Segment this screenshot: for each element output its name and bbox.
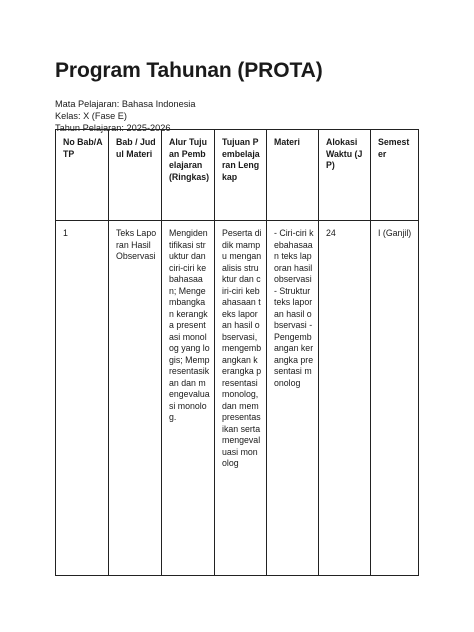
header-materi: Materi (267, 130, 319, 221)
header-tujuan-lengkap: Tujuan Pembelajaran Lengkap (215, 130, 267, 221)
subject-line: Mata Pelajaran: Bahasa Indonesia (55, 99, 196, 109)
header-bab-judul-materi: Bab / Judul Materi (109, 130, 162, 221)
document-title: Program Tahunan (PROTA) (55, 59, 323, 82)
cell-tujuan-lengkap: Peserta didik mampu menganalisis struktur dan ciri-ciri kebahasaan teks laporan hasil observasi, mengembangkan kerangka presentasi monolog, dan mempresentasikan serta mengevaluasi monolog (215, 221, 267, 576)
cell-alur-tujuan: Mengidentifikasi struktur dan ciri-ciri kebahasaan; Mengembangkan kerangka presentasi monolog yang logis; Mempresentasikan dan mengevaluasi monolog. (162, 221, 215, 576)
cell-alokasi-waktu: 24 (319, 221, 371, 576)
table-row (56, 221, 419, 576)
table-header-row (56, 130, 419, 221)
header-semester: Semester (371, 130, 419, 221)
cell-no: 1 (56, 221, 109, 576)
header-alokasi-waktu: Alokasi Waktu (JP) (319, 130, 371, 221)
prota-table (55, 129, 419, 576)
class-line: Kelas: X (Fase E) (55, 111, 127, 121)
cell-materi: - Ciri-ciri kebahasaan teks laporan hasil observasi - Struktur teks laporan hasil observasi - Pengembangan kerangka presentasi monolog (267, 221, 319, 576)
school-year-line: Tahun Pelajaran: 2025-2026 (55, 123, 171, 133)
cell-bab-judul: Teks Laporan Hasil Observasi (109, 221, 162, 576)
document-page (55, 58, 425, 134)
cell-semester: I (Ganjil) (371, 221, 419, 576)
header-no-bab-atp: No Bab/ATP (56, 130, 109, 221)
header-alur-tujuan: Alur Tujuan Pembelajaran (Ringkas) (162, 130, 215, 221)
